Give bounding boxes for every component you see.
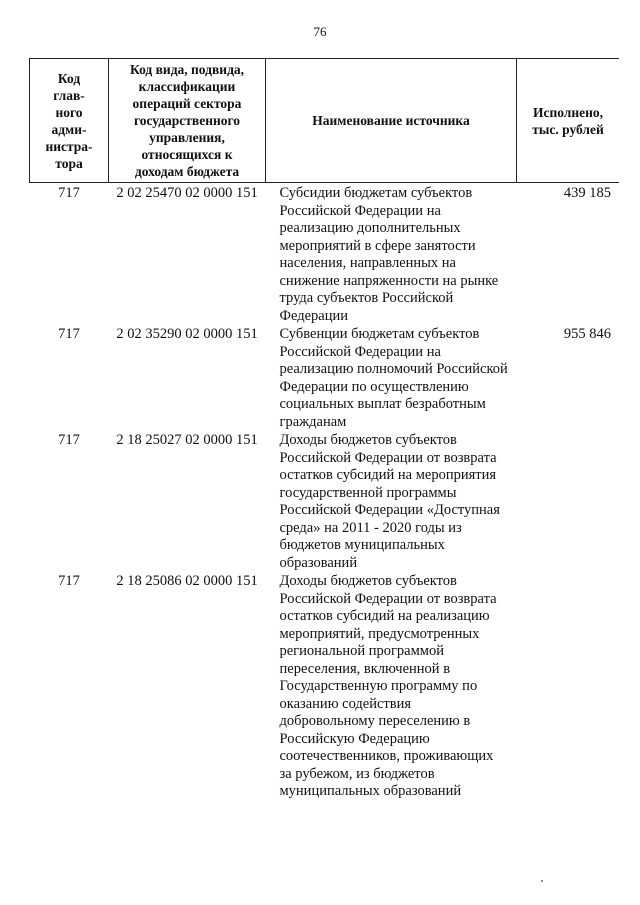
table-row	[30, 183, 620, 327]
cell-admin-code: 717	[58, 326, 80, 342]
table-header-row	[30, 59, 620, 183]
cell-executed-amount	[517, 432, 620, 573]
cell-executed-amount: 439 185	[563, 185, 611, 201]
header-admin-code: Код глав- ного адми- нистра- тора	[30, 59, 109, 183]
table-row	[30, 326, 620, 432]
cell-classification-code: 2 18 25027 02 0000 151	[116, 432, 258, 448]
cell-source-name: Субвенции бюджетам субъектов Российской Федерации на реализацию полномочий Российской Федерации по осуществлению социальных выплат безработным гражданам	[279, 326, 508, 430]
header-executed-amount: Исполнено, тыс. рублей	[517, 59, 620, 183]
table-row	[30, 573, 620, 802]
cell-executed-amount: 955 846	[563, 326, 611, 342]
scan-artifact	[541, 880, 543, 882]
cell-classification-code: 2 02 25470 02 0000 151	[116, 185, 258, 201]
cell-classification-code: 2 02 35290 02 0000 151	[116, 326, 258, 342]
cell-executed-amount	[517, 573, 620, 802]
revenue-table	[29, 58, 619, 802]
table-row	[30, 432, 620, 573]
cell-source-name: Субсидии бюджетам субъектов Российской Федерации на реализацию дополнительных мероприятий в сфере занятости населения, направленных на снижение напряженности на рынке труда субъектов Российской Федерации	[279, 185, 499, 324]
page-number: 76	[313, 24, 327, 39]
cell-source-name: Доходы бюджетов субъектов Российской Федерации от возврата остатков субсидий на реализацию мероприятий, предусмотренных региональной программой переселения, включенной в Государственную программу по оказанию содействия добровольному переселению в Российскую Федерацию соотечественников, проживающих за рубежом, из бюджетов муниципальных образований	[279, 573, 497, 799]
table-body	[30, 183, 620, 802]
cell-admin-code: 717	[58, 432, 80, 448]
cell-admin-code: 717	[58, 185, 80, 201]
cell-source-name: Доходы бюджетов субъектов Российской Федерации от возврата остатков субсидий на мероприятия государственной программы Российской Федерации «Доступная среда» на 2011 - 2020 годы из бюджетов муниципальных образований	[279, 432, 500, 571]
cell-classification-code: 2 18 25086 02 0000 151	[116, 573, 258, 589]
header-classification-code: Код вида, подвида, классификации операций сектора государственного управления, относящихся к доходам бюджета	[109, 59, 266, 183]
cell-admin-code: 717	[58, 573, 80, 589]
header-source-name: Наименование источника	[266, 59, 517, 183]
